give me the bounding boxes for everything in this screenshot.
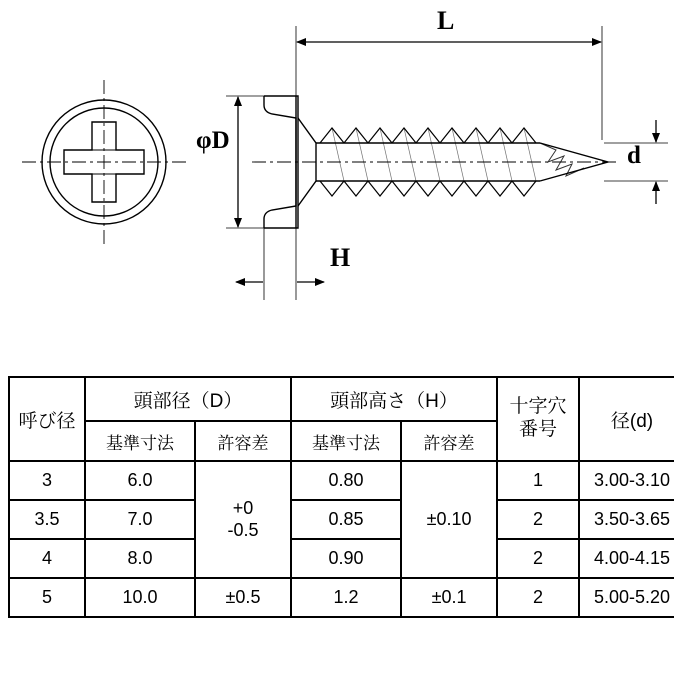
header-head-diameter-group: 頭部径（D） bbox=[85, 377, 291, 421]
header-head-diameter-basic: 基準寸法 bbox=[85, 421, 195, 461]
table-row bbox=[9, 461, 674, 500]
header-cross-recess-line2: 番号 bbox=[519, 419, 558, 440]
table-header-row-1 bbox=[9, 377, 674, 421]
cell-head-dia-basic-1: 7.0 bbox=[85, 500, 195, 539]
cell-nominal-2: 4 bbox=[9, 539, 85, 578]
cell-head-height-basic-1: 0.85 bbox=[291, 500, 401, 539]
cell-shank-dia-3: 5.00-5.20 bbox=[579, 578, 674, 617]
header-head-height-group: 頭部高さ（H） bbox=[291, 377, 497, 421]
dimension-H bbox=[236, 228, 324, 300]
cell-head-height-basic-0: 0.80 bbox=[291, 461, 401, 500]
cell-shank-dia-1: 3.50-3.65 bbox=[579, 500, 674, 539]
header-cross-recess-line1: 十字穴 bbox=[509, 396, 567, 418]
cell-head-dia-basic-2: 8.0 bbox=[85, 539, 195, 578]
dimension-label-L: L bbox=[437, 6, 455, 35]
cell-shank-dia-0: 3.00-3.10 bbox=[579, 461, 674, 500]
dimension-label-H: H bbox=[330, 243, 351, 272]
cell-head-dia-tol-0 bbox=[195, 461, 291, 578]
header-shank-diameter: 径(d) bbox=[579, 377, 674, 461]
header-cross-recess-number bbox=[497, 377, 579, 461]
cell-recess-no-3: 2 bbox=[497, 578, 579, 617]
table-row bbox=[9, 539, 674, 578]
header-head-diameter-tolerance: 許容差 bbox=[195, 421, 291, 461]
dimension-label-d: d bbox=[627, 142, 641, 169]
cell-recess-no-0: 1 bbox=[497, 461, 579, 500]
cell-recess-no-2: 2 bbox=[497, 539, 579, 578]
cell-nominal-1: 3.5 bbox=[9, 500, 85, 539]
cell-shank-dia-2: 4.00-4.15 bbox=[579, 539, 674, 578]
dimension-label-phiD: φD bbox=[196, 127, 230, 154]
cell-head-height-tol-3: ±0.1 bbox=[401, 578, 497, 617]
specification-table-container bbox=[8, 376, 671, 618]
cell-head-height-basic-2: 0.90 bbox=[291, 539, 401, 578]
table-row bbox=[9, 578, 674, 617]
cell-head-dia-basic-3: 10.0 bbox=[85, 578, 195, 617]
cell-head-dia-tol-upper: +0 bbox=[232, 497, 254, 518]
cell-head-height-tol-0: ±0.10 bbox=[401, 461, 497, 578]
specification-table bbox=[8, 376, 674, 618]
header-head-height-basic: 基準寸法 bbox=[291, 421, 401, 461]
cell-nominal-0: 3 bbox=[9, 461, 85, 500]
header-nominal-diameter: 呼び径 bbox=[9, 377, 85, 461]
cell-nominal-3: 5 bbox=[9, 578, 85, 617]
header-head-height-tolerance: 許容差 bbox=[401, 421, 497, 461]
table-row bbox=[9, 500, 674, 539]
cell-head-dia-tol-lower: -0.5 bbox=[227, 519, 259, 540]
cell-head-dia-tol-3: ±0.5 bbox=[195, 578, 291, 617]
cell-recess-no-1: 2 bbox=[497, 500, 579, 539]
cell-head-height-basic-3: 1.2 bbox=[291, 578, 401, 617]
cell-head-dia-basic-0: 6.0 bbox=[85, 461, 195, 500]
